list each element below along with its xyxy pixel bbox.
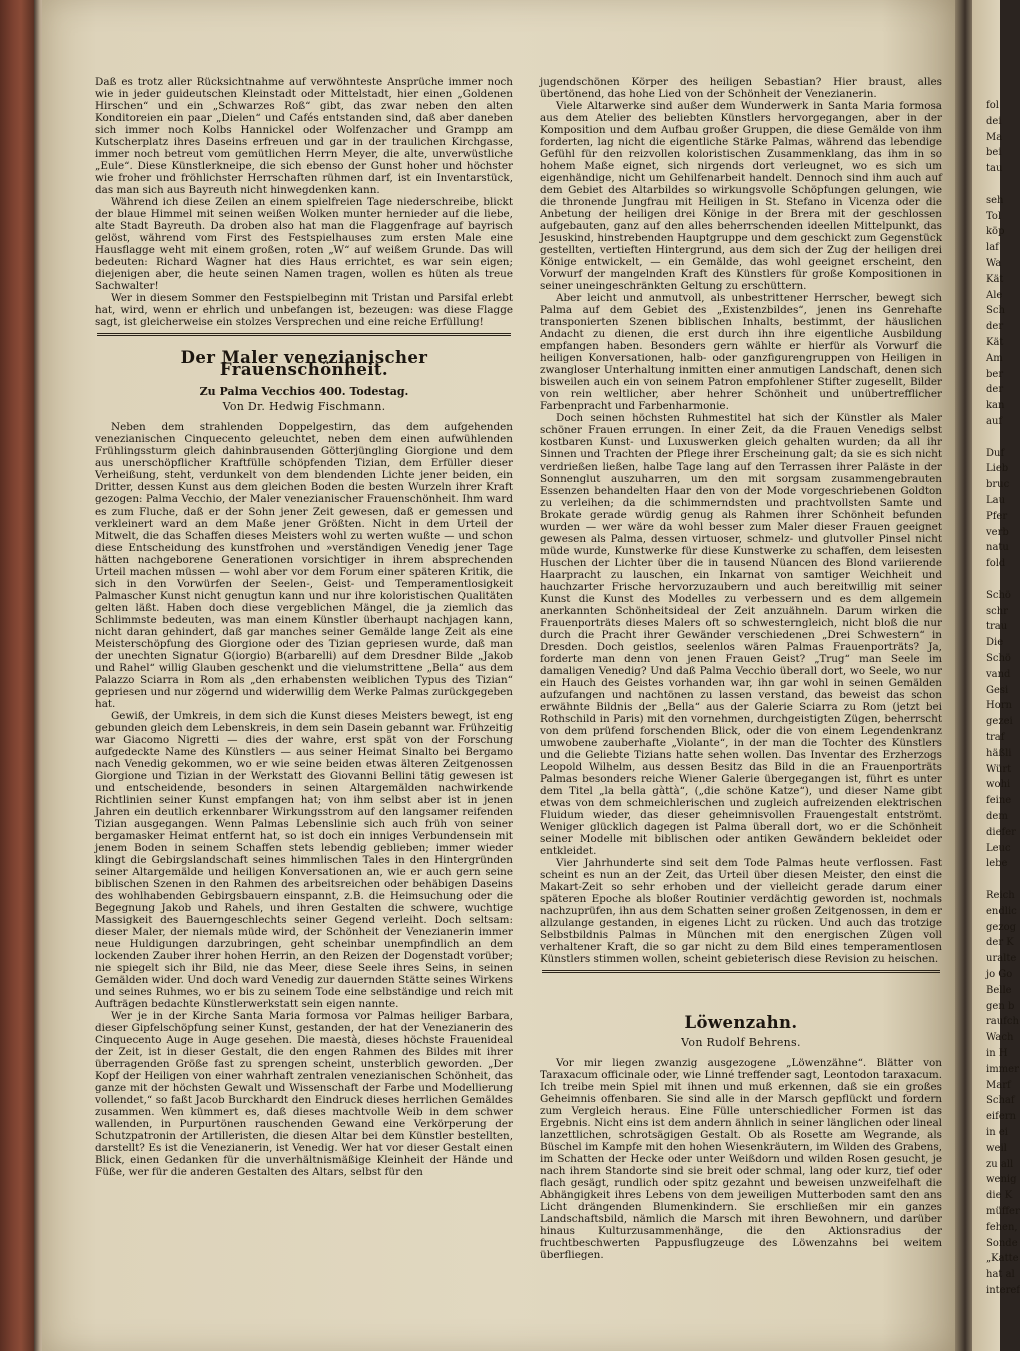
next-page-fragment: endlic <box>986 905 1017 917</box>
article2-byline: Von Rudolf Behrens. <box>681 1036 801 1050</box>
section-divider <box>97 333 511 336</box>
next-page-fragment: seh <box>986 194 1004 206</box>
next-page-fragment: Pfer <box>986 510 1008 522</box>
article2-paragraph: Vor mir liegen zwanzig ausgezogene „Löwenzähne“. Blätter von Taraxacum officinale oder, wie Linné treffender sagt, Leontodon taraxacum. Ich treibe mein Spiel mit ihnen und muß erkennen, daß sie ein großes Geheimnis offenbaren. Sie sind alle in der Marsch gepflückt und fordern zum Vergleich heraus. Eine Fülle unterschiedlicher Formen ist das Ergebnis. Nicht eins ist dem andern ähnlich in seiner länglichen oder lineal lanzettlichen, schrotsägigen Gestalt. Ob als Rosette am Wegrande, als Büschel im Kampfe mit den hohen Wiesenkräutern, im Wilden des Grabens, im Schatten der Hecke oder unter Weißdorn und wilden Rosen gesucht, je nach ihrem Standorte sind sie breit oder schmal, lang oder kurz, tief oder flach gesägt, rundlich oder spitz gezahnt und beweisen unzweifelhaft die Abhängigkeit ihres Lebens von dem jeweiligen Mutterboden samt den ans Licht drängenden Blumenkindern. Sie erschließen mir ein ganzes Landschaftsbild, nämlich die Marsch mit ihren Bewohnern, und darüber hinaus Kulturzusammenhänge, die den Aktionsradius der fruchtbeschwerten Pappusflugzeuge des Löwenzahns bei weitem überfliegen. <box>540 1057 942 1262</box>
next-page-fragment: natu <box>986 542 1009 554</box>
next-page-fragment: der <box>986 384 1004 396</box>
next-page-fragment: Kät <box>986 273 1004 285</box>
next-page-fragment: in ei <box>986 1127 1008 1138</box>
article-paragraph: Vier Jahrhunderte sind seit dem Tode Palmas heute verflossen. Fast scheint es nun an der Zeit, das Urteil über diesen Meister, den einst die Makart-Zeit so sehr erhoben und der vielleicht gerade darum einer späteren Epoche als bloßer Routinier verdächtig geworden ist, nochmals nachzuprüfen, ihn aus dem Schatten seiner großen Zeitgenossen, in dem er allzulange gestanden, in eigenes Licht zu rücken. Und auch das trotzige Selbstbildnis Palmas in München mit den energischen Zügen voll verhaltener Kraft, die so gar nicht zu dem Bild eines temperamentlosen Künstlers stimmen wollen, scheint gebieterisch diese Revision zu heischen. <box>540 857 942 966</box>
next-page-fragment: trau <box>986 621 1008 633</box>
next-page-fragment: Belle <box>986 984 1012 996</box>
next-page-fragment: wohi <box>986 779 1011 791</box>
next-page-fragment: auf <box>986 416 1003 427</box>
next-page-fragment: interef <box>986 1285 1020 1296</box>
article-byline: Von Dr. Hedwig Fischmann. <box>222 400 386 414</box>
next-page-fragment: kan <box>986 400 1005 412</box>
next-page-fragment: Ale <box>986 289 1003 301</box>
next-page-fragment: gen b <box>986 1000 1015 1012</box>
next-page-fragment: raufch <box>986 1016 1019 1028</box>
next-page-fragment: verb <box>986 526 1009 538</box>
next-page-fragment: Leuc <box>986 842 1011 854</box>
right-column <box>540 76 942 1261</box>
next-page-fragment: weil <box>986 1142 1007 1154</box>
article-paragraph: jugendschönen Körper des heiligen Sebastian? Hier braust, alles übertönend, das hohe Lied von der Schönheit der Venezianerin. <box>540 76 942 101</box>
next-page-fragment: Reich <box>986 890 1015 901</box>
next-page-fragment: Die <box>986 637 1004 649</box>
next-page-fragment: der K <box>986 937 1014 949</box>
next-page-fragment: Duf <box>986 447 1005 459</box>
next-page-fragment: fol <box>986 100 999 111</box>
next-page-fragment: tau <box>986 163 1003 175</box>
next-page-fragment: Schö <box>986 653 1011 664</box>
book-binding <box>0 0 38 1351</box>
next-page-fragment: häßli <box>986 747 1012 759</box>
next-page-fragment: Gesi <box>986 684 1009 696</box>
next-page-fragment: laf <box>986 242 999 254</box>
next-page-fragment: Würt <box>986 763 1012 775</box>
next-page-fragment: wenig <box>986 1174 1017 1186</box>
article-paragraph: Viele Altarwerke sind außer dem Wunderwerk in Santa Maria formosa aus dem Atelier des beliebten Künstlers hervorgegangen, aber in der Komposition und dem Aufbau großer Gruppen, die diese Gemälde von ihm forderten, lag nicht die eigentliche Stärke Palmas, während das lebendige Gefühl für den reizvollen koloristischen Zusammenklang, das ihm in so hohem Maße eignet, sich nirgends dort verleugnet, wo es sich um eigenhändige, nicht um Gehilfenarbeit handelt. Dennoch sind ihm auch auf dem Gebiet des Altarbildes so wirkungsvolle Schöpfungen gelungen, wie die thronende Jungfrau mit Heiligen in St. Stefano in Vicenza oder die Anbetung der heiligen drei Könige in der Brera mit der geschlossen aufgebauten, ganz auf den alles beherrschenden ideellen Mittelpunkt, das Jesuskind, hinstrebenden Hauptgruppe und dem geschickt zum Gegenstück gestellten, vertieften Hintergrund, aus dem sich der Zug der heiligen drei Könige entwickelt, — ein Gemälde, das wohl geeignet erscheint, den Vorwurf der mangelnden Kraft des Künstlers für große Kompositionen in seiner uneingeschränkten Geltung zu erschüttern. <box>540 100 942 293</box>
left-column <box>95 76 513 1178</box>
next-page-fragment: bruc <box>986 479 1010 491</box>
next-page-fragment: feine <box>986 795 1012 807</box>
intro-paragraph: Wer in diesem Sommer den Festspielbeginn mit Tristan und Parsifal erlebt hat, wird, wenn er ehrlich und unbefangen ist, bezeugen: was diese Flagge sagt, ist gleicherweise ein stolzes Versprechen und eine reiche Erfüllung! <box>95 292 513 329</box>
next-page-fragment: ber <box>986 368 1004 380</box>
next-page-fragment: die K <box>986 1190 1013 1202</box>
next-page-fragment: Am <box>986 352 1003 364</box>
next-page-fragment: dem <box>986 811 1008 822</box>
section-divider <box>542 970 940 973</box>
next-page-fragment: der <box>986 321 1004 333</box>
next-page-fragment: „Katte <box>986 1253 1019 1265</box>
next-page-edge <box>972 0 1020 1351</box>
next-page-fragment: Marf <box>986 1079 1011 1091</box>
next-page-fragment: Wach <box>986 1032 1014 1044</box>
next-page-fragment: Sch <box>986 305 1005 317</box>
next-page-fragment: Lau <box>986 495 1006 506</box>
next-page-fragment: diefer <box>986 826 1016 838</box>
next-page-fragment: Ma <box>986 131 1003 143</box>
next-page-fragment: lebe <box>986 858 1008 870</box>
article-paragraph: Aber leicht und anmutvoll, als unbestrittener Herrscher, bewegt sich Palma auf dem Gebiet des „Existenzbildes“, jenen ins Genrehafte transponierten Szenen biblischen Inhalts, bestimmt, der häuslichen Andacht zu dienen, die erst durch ihn ihre eigentliche Ausbildung empfangen haben. Besonders gern wählte er hierfür als Vorwurf die heiligen Konversationen, halb- oder ganzfigurengruppen von Heiligen in zwangloser Unterhaltung inmitten einer anmutigen Landschaft, denen sich bisweilen auch ein von seinem Patron empfohlener Stifter zugesellt, Bilder von rein weltlicher, aber hehrer Schönheit und unübertrefflicher Farbenpracht und Farbenharmonie. <box>540 292 942 413</box>
article-subtitle: Zu Palma Vecchios 400. Todestag. <box>199 385 409 399</box>
next-page-fragment: dei <box>986 115 1002 127</box>
article-paragraph: Wer je in der Kirche Santa Maria formosa vor Palmas heiliger Barbara, dieser Gipfelschöpfung seiner Kunst, gestanden, der hat der Venezianerin des Cinquecento Auge in Auge gesehen. Die maestà, dieses höchste Frauenideal der Zeit, ist in dieser Gestalt, die den engen Rahmen des Bildes mit ihrer überragenden Größe fast zu sprengen scheint, unsterblich geworden. „Der Kopf der Heiligen von einer wahrhaft zentralen venezianischen Schönheit, das ganze mit der höchsten Gewalt und Wissenschaft der Farbe und Modellierung vollendet,“ so faßt Jacob Burckhardt den Eindruck dieses herrlichen Gemäldes zusammen. Wen kümmert es, daß dieses machtvolle Weib in dem schwer wallenden, in Purpurtönen rauschenden Gewand eine Verkörperung der Schutzpatronin der Artilleristen, die diesen Altar bei dem Künstler bestellten, darstellt? Es ist die Venezianerin, ist Venedig. Wer hat vor dieser Gestalt einen Blick, einen Gedanken für die unverhältnismäßige Kleinheit der Hände und Füße, wer für die anderen Gestalten des Altars, selbst für den <box>95 1010 513 1179</box>
next-page-fragment: Wa <box>986 258 1002 269</box>
next-page-fragment: eifern <box>986 1111 1016 1123</box>
next-page-fragment: Horn <box>986 700 1012 712</box>
next-page-fragment: jo Go <box>986 969 1013 980</box>
next-page-fragment: Schaf <box>986 1095 1015 1107</box>
next-page-fragment: schr <box>986 605 1008 617</box>
article2-title: Löwenzahn. <box>684 1013 798 1033</box>
next-page-fragment: Lieb <box>986 463 1009 475</box>
article-paragraph: Gewiß, der Umkreis, in dem sich die Kunst dieses Meisters bewegt, ist eng gebunden gleich dem Lebenskreis, in dem sein Dasein gebannt war. Frühzeitig war Giacomo Nigretti — dies der wahre, erst spät von der Forschung aufgedeckte Name des Künstlers — aus seiner Heimat Sinalto bei Bergamo nach Venedig gekommen, wo er wie seine beiden etwas älteren Zeitgenossen Giorgione und Tizian in der Werkstatt des Giovanni Bellini tätig gewesen ist und entscheidende, besonders in seinen Altargemälden nachwirkende Richtlinien seiner Kunst empfangen hat; von ihm selbst aber ist in jenen Jahren ein deutlich erkennbarer Wirkungsstrom auf den langsamer reifenden Tizian ausgegangen. Wenn Palmas Lebenslinie sich auch früh von seiner bergamasker Heimat entfernt hat, so ist doch ein inniges Verbundensein mit jenem Boden in seinem Schaffen stets lebendig geblieben; immer wieder klingt die Gebirgslandschaft seines himmlischen Tales in den Hintergründen seiner Altargemälde und heiligen Konversationen an, wie er auch gern seine biblischen Szenen in den Rahmen des arbeitsreichen oder behäbigen Daseins des wohlhabenden Gebirgsbauern einspannt, z.B. die Heimsuchung oder die Begegnung Jakob und Rahels, und ihren Gestalten die schwere, wuchtige Massigkeit des Bauerngeschlechts seiner Gegend verleiht. Doch seltsam: dieser Maler, der niemals müde wird, der Schönheit der Venezianerin immer neue Huldigungen darzubringen, geht scheinbar unempfindlich an dem lockenden Zauber ihrer hohen Herrin, an den Reizen der Dogenstadt vorüber; nie spiegelt sich ihr Bild, nie das Meer, diese Seele ihres Seins, in seinen Gemälden wider. Und doch ward Venedig zur dauernden Stätte seines Wirkens und seines Ruhmes, wo er bis zu seinem Tode eine selbständige und reich mit Aufträgen bedachte Künstlerwerkstatt sein eigen nannte. <box>95 709 513 1011</box>
next-page-fragment: gezog <box>986 921 1017 933</box>
next-page-fragment: Schö <box>986 589 1011 601</box>
next-page-fragment: immer <box>986 1063 1019 1075</box>
article-title: Der Maler venezianischer Frauenschönheit. <box>180 348 428 380</box>
intro-paragraph: Daß es trotz aller Rücksichtnahme auf verwöhnteste Ansprüche immer noch wie in jeder guideutschen Kleinstadt oder Mittelstadt, hier einen „Goldenen Hirschen“ und ein „Schwarzes Roß“ gibt, das zwar neben den alten Konditoreien ein paar „Dielen“ und Cafés entstanden sind, daß aber daneben sich immer noch Kolbs Hannickel oder Wolfenzacher und Grampp am Kutscherplatz ihres Daseins erfreuen und gar in der traulichen Kirchgasse, immer noch betreut vom gemütlichen Herrn Meyer, die alte, unverwüstliche „Eule“. Diese Künstlerkneipe, die sich ebenso der Gunst hoher und höchster wie froher und fröhlichster Herrschaften rühmen darf, ist ein Inventarstück, das man sich aus Bayreuth nicht hinwegdenken kann. <box>95 76 513 197</box>
next-page-fragment: in H <box>986 1048 1008 1059</box>
next-page-fragment: fold <box>986 558 1006 570</box>
next-page-fragment: hat al <box>986 1269 1015 1281</box>
article-paragraph: Doch seinen höchsten Ruhmestitel hat sich der Künstler als Maler schöner Frauen errungen. In einer Zeit, da die Frauen Venedigs selbst kostbaren Kunst- und Luxuswerken gleich gehalten wurden; da all ihr Sinnen und Trachten der Pflege ihrer Erscheinung galt; da sie es sich nicht verdrießen ließen, halbe Tage lang auf den Terrassen ihrer Paläste in der Sonnenglut auszuharren, um den mit sorgsam zusammengebrauten Essenzen behandelten Haar den von der Mode vorgeschriebenen Goldton zu verleihen; da die schimmerndsten und prachtvollsten Samte und Brokate gerade würdig genug als Rahmen ihrer Schönheit befunden wurden — wer wäre da wohl besser zum Maler dieser Frauen geeignet gewesen als Palma, dessen virtuoser, schmelz- und glutvoller Pinsel nicht müde wurde, Kunstwerke für diese Kunstwerke zu schaffen, dem leisesten Huschen der Lichter über die in tausend Nüancen des Blond variierende Haarpracht zu lauschen, ein Inkarnat von samtiger Weichheit und hauchzarter Frische hervorzuzaubern und auch bereitwillig mit seiner Kunst die Kunst des Modelles zu verbessern und es dem allgemein anerkannten Schönheitsideal der Zeit anzuähneln. Darum wirken die Frauenporträts dieses Malers oft so schwesterngleich, nicht bloß die nur durch die Pracht ihrer Gewänder verschiedenen „Drei Schwestern“ in Dresden. Doch geistlos, seelenlos wären Palmas Frauenporträts? Ja, forderte man denn von jenen Frauen Geist? „Trug“ man Seele im damaligen Venedig? Und daß Palma Vecchio überall dort, wo Seele, wo nur ein Hauch des Geistes vorhanden war, ihn gar wohl in seinen Gemälden aufzufangen und nachtönen zu lassen verstand, das beweist das schon erwähnte Bildnis der „Bella“ aus der Galerie Sciarra zu Rom (jetzt bei Rothschild in Paris) mit den vornehmen, durchgeistigten Zügen, beherrscht von dem prüfend forschenden Blick, oder die von einem Legendenkranz umwobene zauberhafte „Violante“, in der man die Tochter des Künstlers und die Geliebte Tizians hatte sehen wollen. Das Inventar des Erzherzogs Leopold Wilhelm, aus dessen Besitz das Bild in die an Frauenporträts Palmas besonders reiche Wiener Galerie übergegangen ist, führt es unter dem Titel „la bella gàttà“, („die schöne Katze“), und dieser Name gibt etwas von dem schmeichlerischen und zugleich aufreizenden elektrischen Fluidum wieder, das dieser geheimnisvollen Frauengestalt entströmt. Weniger glücklich dagegen ist Palma überall dort, wo er die Schönheit seiner Modelle mit biblischen oder antiken Gewändern bekleidet oder entkleidet. <box>540 412 942 857</box>
article-paragraph: Neben dem strahlenden Doppelgestirn, das dem aufgehenden venezianischen Cinquecento geleuchtet, neben dem einen aufwühlenden Frühlingssturm gleich dahinbrausenden Götterjüngling Giorgione und dem aus unerschöpflicher Kraftfülle schöpfenden Tizian, dem Erfüller dieser Verheißung, steht, verdunkelt von dem blendenden Lichte jener beiden, ein Dritter, dessen Kunst aus dem gleichen Boden die besten Wurzeln ihrer Kraft gezogen: Palma Vecchio, der Maler venezianischer Frauenschönheit. Ihm ward es zum Fluche, daß er der Sohn jener Zeit gewesen, daß er gemessen und verkleinert ward an dem Maße jener Größten. Nicht in dem Urteil der Mitwelt, die das Schaffen dieses Meisters wohl zu werten wußte — und schon diese Entscheidung des kunstfrohen und »verständigen Venedig jener Tage hätten nachgeborene Generationen vorsichtiger in ihrem absprechenden Urteil machen müssen — wohl aber vor dem Forum einer späteren Kritik, die sich in den Vorwürfen der Seelen-, Geist- und Temperamentlosigkeit Palmascher Kunst nicht genugtun kann und nur ihre koloristischen Qualitäten gelten läßt. Haben doch diese vergeblichen Mängel, die ja ziemlich das Schlimmste bedeuten, was man einem Künstler überhaupt nachjagen kann, nicht daran gehindert, daß gar manches seiner Gemälde lange Zeit als eine Meisterschöpfung des Giorgione oder des Tizian gepriesen wurde, daß man der unechten Signatur G(iorgio) B(arbarelli) auf dem Dresdner Bilde „Jakob und Rahel“ willig Glauben geschenkt und die vielumstrittene „Bella“ aus dem Palazzo Sciarra in Rom als „den erhabensten weiblichen Typus des Tizian“ gepriesen und nur zögernd und widerwillig dem Werke Palmas zurückgegeben hat. <box>95 421 513 710</box>
next-page-fragment: gezei <box>986 716 1013 728</box>
next-page-fragment: zu all <box>986 1158 1014 1170</box>
intro-paragraph: Während ich diese Zeilen an einem spielfreien Tage niederschreibe, blickt der blaue Himmel mit seinen weißen Wolken munter hernieder auf die liebe, alte Stadt Bayreuth. Da droben also hat man die Flaggenfrage auf bayrisch gelöst, während vom First des Festspielhauses zum ersten Male eine Hausflagge weht mit einem großen, roten „W“ auf weißem Grunde. Das will bedeuten: Richard Wagner hat dies Haus errichtet, es war sein eigen; diejenigen aber, die heute seinen Namen tragen, wollen es hüten als treue Sachwalter! <box>95 196 513 293</box>
next-page-fragment: müffer <box>986 1206 1020 1217</box>
next-page-fragment: köp <box>986 226 1005 238</box>
next-page-fragment: bei <box>986 147 1002 159</box>
next-page-fragment: uralte <box>986 953 1017 965</box>
next-page-fragment: fehen, <box>986 1221 1018 1233</box>
next-page-fragment: Sonde <box>986 1237 1018 1249</box>
next-page-fragment: Kät <box>986 337 1004 348</box>
next-page-fragment: vand <box>986 668 1011 680</box>
next-page-fragment: traf <box>986 732 1005 743</box>
next-page-fragment: Tol <box>986 210 1002 222</box>
